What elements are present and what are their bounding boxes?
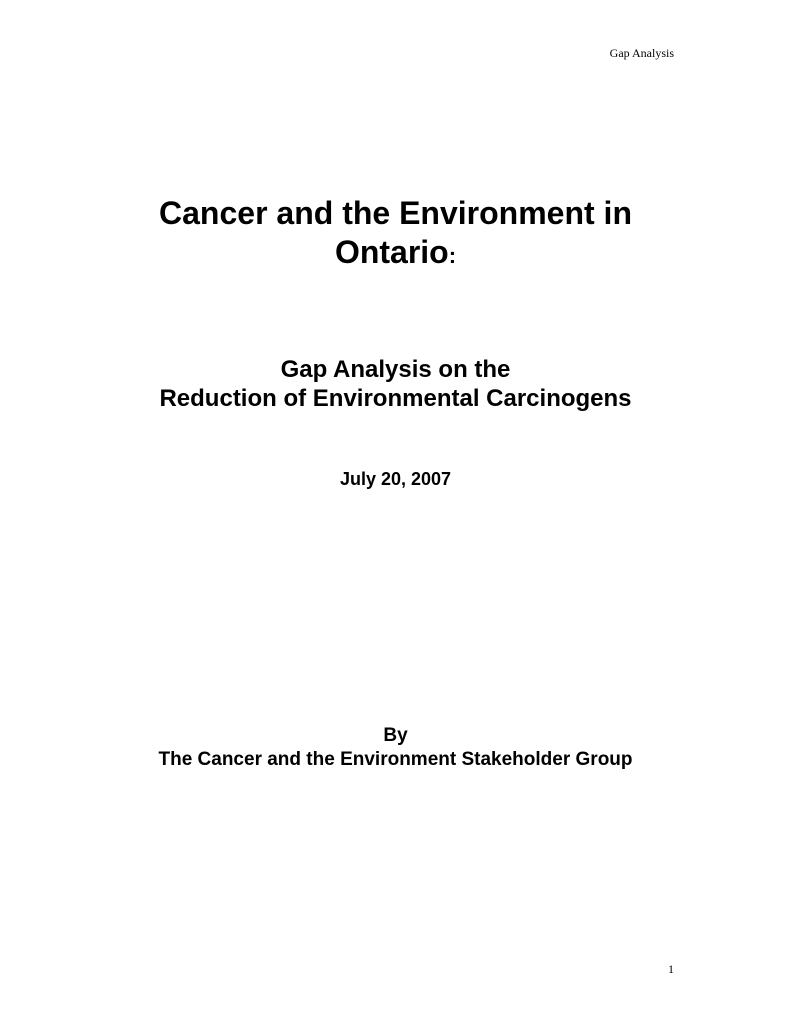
title-line-1: Cancer and the Environment in [159,195,632,231]
title-line-2-text: Ontario [334,234,449,270]
document-date: July 20, 2007 [339,469,452,489]
byline [0,724,791,772]
title-colon: : [448,243,457,268]
document-subtitle [0,355,791,413]
running-header: Gap Analysis [609,46,674,60]
byline-by: By [383,725,408,746]
title-line-2 [0,233,791,275]
page-number: 1 [668,962,674,976]
document-title [0,194,791,275]
subtitle-line-1: Gap Analysis on the [280,356,511,383]
subtitle-line-2: Reduction of Environmental Carcinogens [159,385,632,412]
byline-author: The Cancer and the Environment Stakeholder Group [158,749,633,770]
